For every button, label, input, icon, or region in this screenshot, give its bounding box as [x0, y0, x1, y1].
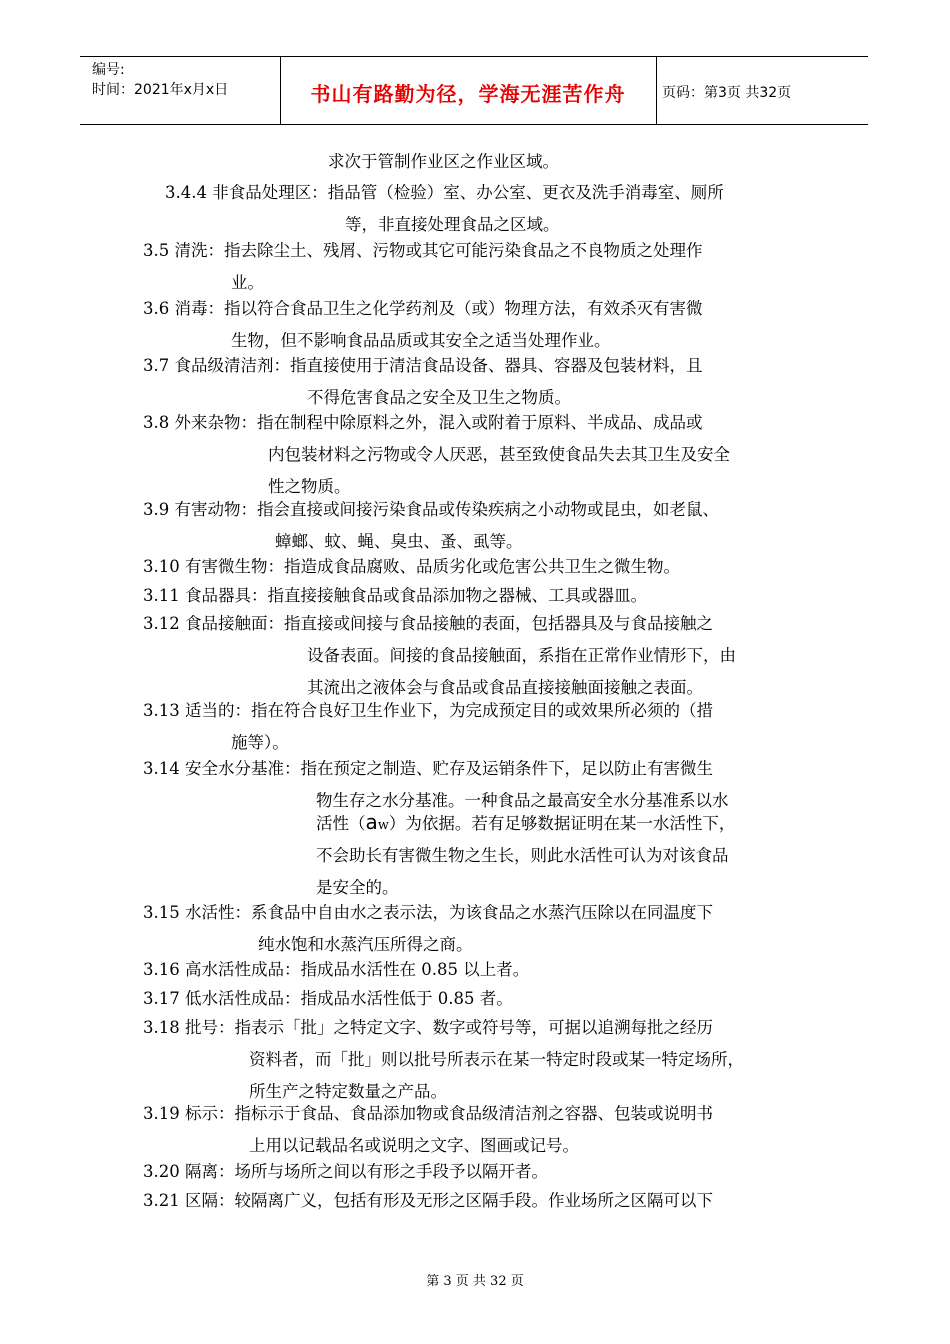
paragraph-3-7: [143, 350, 703, 414]
header-meta: [92, 60, 228, 100]
text-line: 业。: [231, 273, 264, 292]
paragraph-3-18: [143, 1012, 744, 1108]
header-divider-right: [656, 56, 657, 125]
text-line: 是安全的。: [316, 878, 399, 897]
paragraph-3-8: [143, 407, 730, 503]
text-segment: 活性（: [316, 814, 366, 833]
text-line: 所生产之特定数量之产品。: [249, 1082, 447, 1101]
paragraph-3-4-4: [165, 177, 724, 241]
doc-number-label: 编号:: [92, 62, 125, 78]
text-line: 3.20 隔离：场所与场所之间以有形之手段予以隔开者。: [143, 1162, 548, 1181]
paragraph-3-21: [143, 1185, 713, 1217]
header-page-info: 页码：第3页 共32页: [662, 85, 792, 101]
text-line: 上用以记载品名或说明之文字、图画或记号。: [249, 1136, 579, 1155]
paragraph-3-5: [143, 235, 703, 299]
text-line: 施等）。: [231, 733, 289, 752]
header-divider-left: [280, 56, 281, 125]
text-line: 纯水饱和水蒸汽压所得之商。: [258, 935, 473, 954]
text-line: 3.8 外来杂物：指在制程中除原料之外，混入或附着于原料、半成品、成品或: [143, 413, 703, 432]
text-line: 3.21 区隔：较隔离广义，包括有形及无形之区隔手段。作业场所之区隔可以下: [143, 1191, 713, 1210]
paragraph-3-13: [143, 695, 713, 759]
paragraph-3-10: [143, 551, 680, 583]
paragraph-3-6: [143, 293, 703, 357]
water-activity-symbol: a: [365, 810, 378, 834]
paragraph-3-12: [143, 608, 736, 704]
text-line: 不得危害食品之安全及卫生之物质。: [307, 388, 571, 407]
text-line: 3.9 有害动物：指会直接或间接污染食品或传染疾病之小动物或昆虫，如老鼠、: [143, 500, 719, 519]
text-line: 3.6 消毒：指以符合食品卫生之化学药剂及（或）物理方法，有效杀灭有害微: [143, 299, 703, 318]
text-line: 资料者，而「批」则以批号所表示在某一特定时段或某一特定场所，: [249, 1050, 744, 1069]
paragraph-3-14-aw-line: [316, 806, 735, 842]
text-line: 3.17 低水活性成品：指成品水活性低于 0.85 者。: [143, 989, 513, 1008]
text-segment: ）为依据。若有足够数据证明在某一水活性下，: [388, 814, 736, 833]
text-line: 不会助长有害微生物之生长，则此水活性可认为对该食品: [316, 846, 729, 865]
text-line: 3.4.4 非食品处理区：指品管（检验）室、办公室、更衣及洗手消毒室、厕所: [165, 183, 724, 202]
text-line: 蟑螂、蚊、蝇、臭虫、蚤、虱等。: [275, 532, 523, 551]
text-line: 物生存之水分基准。一种食品之最高安全水分基准系以水: [316, 791, 729, 810]
water-activity-subscript: w: [377, 818, 389, 833]
text-line: 3.5 清洗：指去除尘土、残屑、污物或其它可能污染食品之不良物质之处理作: [143, 241, 703, 260]
text-line: 3.16 高水活性成品：指成品水活性在 0.85 以上者。: [143, 960, 530, 979]
text-line: 生物，但不影响食品品质或其安全之适当处理作业。: [231, 331, 611, 350]
text-line: 3.11 食品器具：指直接接触食品或食品添加物之器械、工具或器皿。: [143, 586, 647, 605]
text-line: 3.12 食品接触面：指直接或间接与食品接触的表面，包括器具及与食品接触之: [143, 614, 713, 633]
header-top-rule: [80, 56, 868, 57]
paragraph-3-14-continued: [316, 840, 729, 904]
text-line: 求次于管制作业区之作业区域。: [328, 152, 559, 171]
text-line: 3.15 水活性：系食品中自由水之表示法，为该食品之水蒸汽压除以在同温度下: [143, 903, 713, 922]
text-line: 3.18 批号：指表示「批」之特定文字、数字或符号等，可据以追溯每批之经历: [143, 1018, 713, 1037]
paragraph-3-9: [143, 494, 719, 558]
text-line: 设备表面。间接的食品接触面，系指在正常作业情形下，由: [307, 646, 736, 665]
paragraph-3-20: [143, 1156, 548, 1188]
paragraph-3-19: [143, 1098, 713, 1162]
doc-time-label: 时间：2021年x月x日: [92, 82, 229, 98]
header-bottom-rule: [80, 124, 868, 125]
text-line: 性之物质。: [268, 477, 351, 496]
text-line: 等，非直接处理食品之区域。: [345, 215, 560, 234]
paragraph-3-17: [143, 983, 513, 1015]
paragraph-3-16: [143, 954, 529, 986]
text-line: 3.19 标示：指标示于食品、食品添加物或食品级清洁剂之容器、包装或说明书: [143, 1104, 713, 1123]
text-line: 3.7 食品级清洁剂：指直接使用于清洁食品设备、器具、容器及包装材料，且: [143, 356, 703, 375]
text-line: 其流出之液体会与食品或食品直接接触面接触之表面。: [307, 678, 703, 697]
text-line: 3.10 有害微生物：指造成食品腐败、品质劣化或危害公共卫生之微生物。: [143, 557, 680, 576]
header-motto: 书山有路勤为径，学海无涯苦作舟: [310, 82, 626, 106]
paragraph-3-15: [143, 897, 713, 961]
text-line: 3.14 安全水分基准：指在预定之制造、贮存及运销条件下，足以防止有害微生: [143, 759, 713, 778]
page-footer: 第 3 页 共 32 页: [426, 1274, 524, 1289]
text-line: 3.13 适当的：指在符合良好卫生作业下，为完成预定目的或效果所必须的（措: [143, 701, 713, 720]
text-line: 内包装材料之污物或令人厌恶，甚至致使食品失去其卫生及安全: [268, 445, 730, 464]
paragraph-3-4-3-continued: [328, 146, 559, 178]
